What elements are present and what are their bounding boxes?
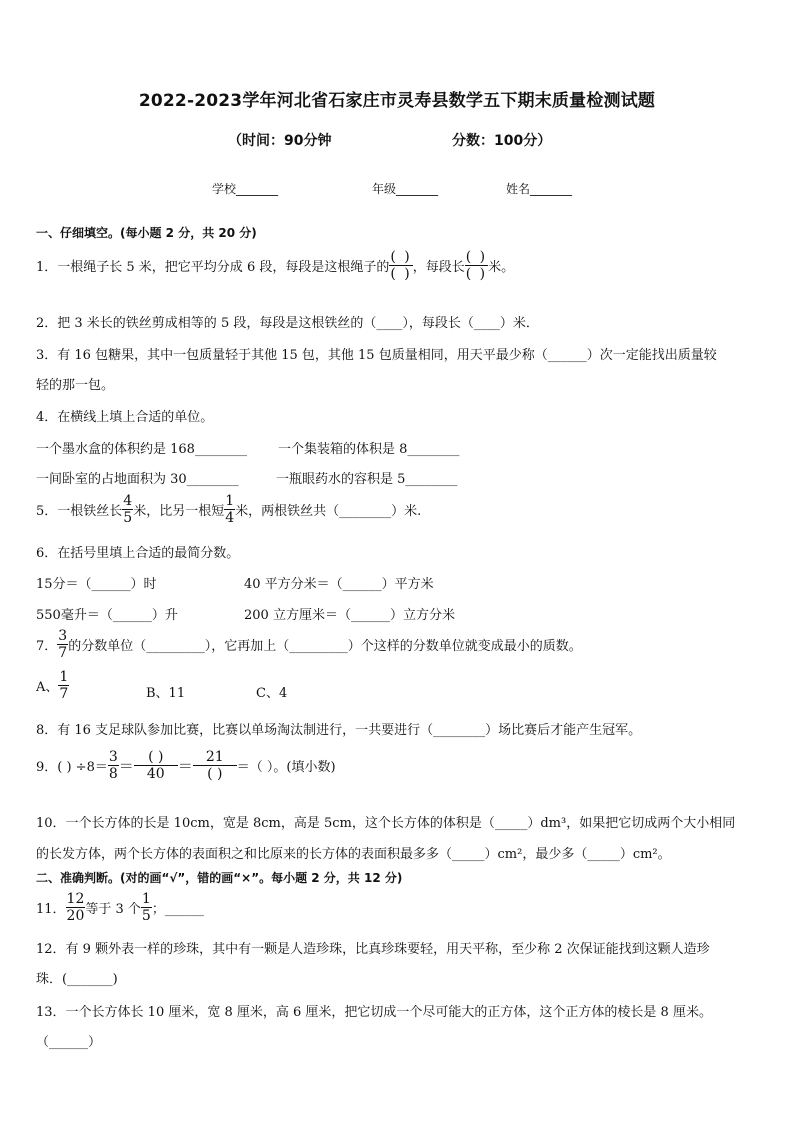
q7-text-b: 的分数单位（_________），它再加上（_________）个这样的分数单位就变成最小的质数。 — [68, 639, 582, 654]
page-title: 2022-2023学年河北省石家庄市灵寿县数学五下期末质量检测试题 — [138, 91, 656, 111]
section-1-heading: 一、仔细填空。(每小题 2 分，共 20 分) — [36, 226, 257, 240]
q7-option-b: B、11 — [146, 686, 186, 701]
grade-field: 年级_______ — [372, 182, 439, 196]
section-2-heading: 二、准确判断。(对的画“√”，错的画“×”。每小题 2 分，共 12 分) — [36, 871, 403, 885]
q1-text-c: 米。 — [488, 260, 515, 275]
q6-item-b: 40 平方分米＝（______）平方米 — [244, 577, 434, 592]
question-9: 9．( ) ÷8＝ $\frac{3}{8}$ ＝ $\frac{( )}{40}$ ＝ $\frac{21}{( )}$ ＝（ ）。(填小数) — [36, 749, 336, 782]
q9-text-b: ＝（ ）。(填小数) — [236, 760, 336, 775]
q11-fraction-2: $\frac{1}{5}$ — [141, 891, 151, 924]
q9-text-a: 9．( ) ÷8＝ — [36, 760, 108, 775]
q1-text-a: 1．一根绳子长 5 米，把它平均分成 6 段，每段是这根绳子的 — [36, 260, 390, 275]
q4-item-c: 一间卧室的占地面积为 30________ — [36, 472, 239, 487]
q4-item-d: 一瓶眼药水的容积是 5________ — [276, 472, 458, 487]
question-11: 11． $\frac{12}{20}$ 等于 3 个 $\frac{1}{5}$ ；______ — [36, 891, 204, 924]
q4-item-b: 一个集装箱的体积是 8________ — [278, 442, 460, 457]
q6-item-a: 15分＝（______）时 — [36, 577, 157, 592]
question-10-line-1: 10．一个长方体的长是 10cm，宽是 8cm，高是 5cm，这个长方体的体积是（_____）dm³，如果把它切成两个大小相同 — [36, 816, 736, 831]
question-12-line-2: 珠．(_______) — [36, 972, 118, 987]
school-field: 学校_______ — [212, 182, 279, 196]
question-7 — [36, 629, 582, 660]
exam-score: 分数：100分） — [452, 133, 552, 149]
q5-text-b: 米，比另一根短 — [133, 504, 225, 519]
question-2: 2．把 3 米长的铁丝剪成相等的 5 段，每段是这根铁丝的（____），每段长（____）米． — [36, 316, 539, 331]
q5-text-c: 米，两根铁丝共（________）米. — [235, 504, 422, 519]
exam-time: （时间：90分钟 — [228, 133, 332, 149]
question-8: 8．有 16 支足球队参加比赛，比赛以单场淘汰制进行，一共要进行（________）场比赛后才能产生冠军。 — [36, 723, 642, 738]
question-6: 6．在括号里填上合适的最简分数。 — [36, 546, 240, 561]
question-4: 4．在横线上填上合适的单位。 — [36, 410, 214, 425]
q7-text-a: 7． — [36, 639, 58, 654]
q11-fraction-1: $\frac{12}{20}$ — [66, 891, 85, 924]
question-3-line-2: 轻的那一包。 — [36, 378, 115, 393]
question-13-line-1: 13．一个长方体长 10 厘米，宽 8 厘米，高 6 厘米，把它切成一个尽可能大的正方体，这个正方体的棱长是 8 厘米。 — [36, 1005, 712, 1020]
name-field: 姓名_______ — [506, 182, 573, 196]
question-5 — [36, 494, 421, 525]
q6-item-c: 550毫升＝（______）升 — [36, 608, 178, 623]
question-12-line-1: 12．有 9 颗外表一样的珍珠，其中有一颗是人造珍珠，比真珍珠要轻，用天平称，至少称 2 次保证能找到这颗人造珍 — [36, 942, 710, 957]
q7-option-a-fraction: $\frac{1}{7}$ — [59, 669, 69, 702]
q1-fraction-1: $\frac{( )}{( )}$ — [390, 249, 412, 282]
q1-text-b: ，每段长 — [412, 260, 465, 275]
q7-option-a: A、 $\frac{1}{7}$ — [36, 669, 69, 702]
question-10-line-2: 的长发方体，两个长方体的表面积之和比原来的长方体的表面积最多多（_____）cm²，最少多（_____）cm²。 — [36, 847, 671, 862]
q6-item-d: 200 立方厘米＝（______）立方分米 — [244, 608, 455, 623]
q7-option-c: C、4 — [256, 686, 288, 701]
q5-fraction-1: $\frac{4}{5}$ — [123, 493, 133, 526]
q4-item-a: 一个墨水盒的体积约是 168________ — [36, 442, 247, 457]
question-3-line-1: 3．有 16 包糖果，其中一包质量轻于其他 15 包，其他 15 包质量相同，用天平最少称（______）次一定能找出质量较 — [36, 348, 717, 363]
question-1 — [36, 250, 514, 281]
q9-fraction-1: $\frac{3}{8}$ — [108, 749, 118, 782]
q9-fraction-3: $\frac{21}{( )}$ — [193, 750, 237, 781]
q5-text-a: 5．一根铁丝长 — [36, 504, 123, 519]
question-13-line-2: （______） — [36, 1035, 102, 1050]
q9-fraction-2: $\frac{( )}{40}$ — [134, 750, 178, 781]
q1-fraction-2: $\frac{( )}{( )}$ — [465, 249, 488, 282]
q5-fraction-2: $\frac{1}{4}$ — [225, 493, 235, 526]
q7-fraction: $\frac{3}{7}$ — [58, 628, 68, 661]
